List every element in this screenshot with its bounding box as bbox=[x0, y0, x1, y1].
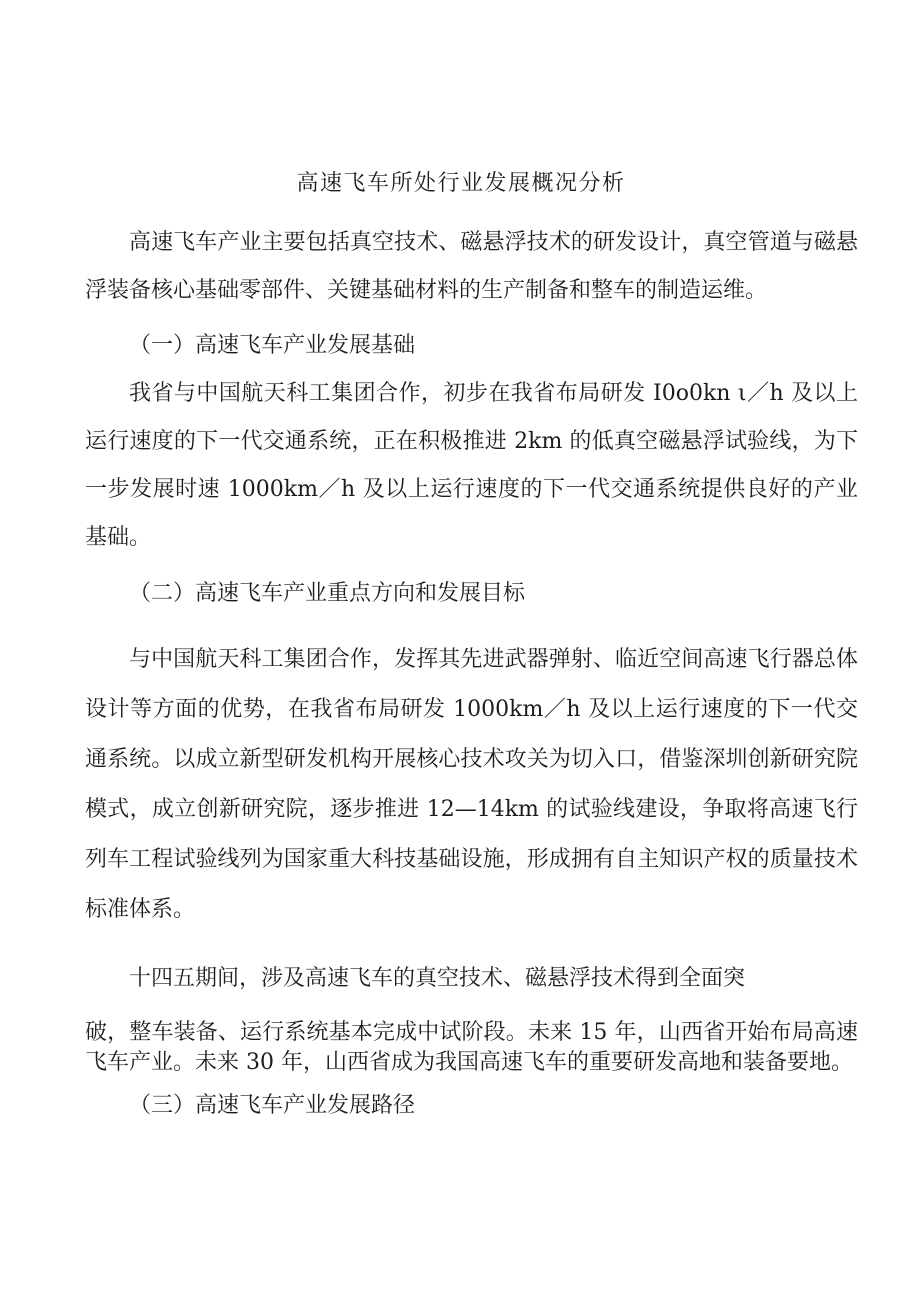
section-heading-development-foundation: （一）高速飞车产业发展基础 bbox=[129, 333, 416, 358]
section-heading-key-directions-goals: （二）高速飞车产业重点方向和发展目标 bbox=[129, 581, 526, 606]
paragraph-key-directions-goals: 与中国航天科工集团合作，发挥其先进武器弹射、临近空间高速飞行器总体设计等方面的优势，在我省布局研发 1000km／h 及以上运行速度的下一代交通系统。以成立新型研发机构开展核心技术攻关为切入口，借鉴深圳创新研究院模式，成立创新研究院，逐步推进 12—14km 的试验线建设，争取将高速飞行列车工程试验线列为国家重大科技基础设施，形成拥有自主知识产权的质量技术标准体系。 bbox=[85, 647, 858, 922]
paragraph-industry-overview: 高速飞车产业主要包括真空技术、磁悬浮技术的研发设计，真空管道与磁悬浮装备核心基础零部件、关键基础材料的生产制备和整车的制造运维。 bbox=[85, 230, 858, 303]
paragraph-development-foundation: 我省与中国航天科工集团合作，初步在我省布局研发 I0o0kn ι／h 及以上运行速度的下一代交通系统，正在积极推进 2km 的低真空磁悬浮试验线，为下一步发展时速 1000km／h 及以上运行速度的下一代交通系统提供良好的产业基础。 bbox=[85, 381, 858, 550]
paragraph-14th-five-year-rest: 破，整车装备、运行系统基本完成中试阶段。未来 15 年，山西省开始布局高速飞车产业。未来 30 年，山西省成为我国高速飞车的重要研发高地和装备要地。 bbox=[85, 1020, 858, 1075]
section-heading-development-path: （三）高速飞车产业发展路径 bbox=[129, 1093, 416, 1118]
paragraph-14th-five-year-first-line: 十四五期间，涉及高速飞车的真空技术、磁悬浮技术得到全面突 bbox=[129, 966, 746, 991]
document-title: 高速飞车所处行业发展概况分析 bbox=[296, 171, 626, 196]
